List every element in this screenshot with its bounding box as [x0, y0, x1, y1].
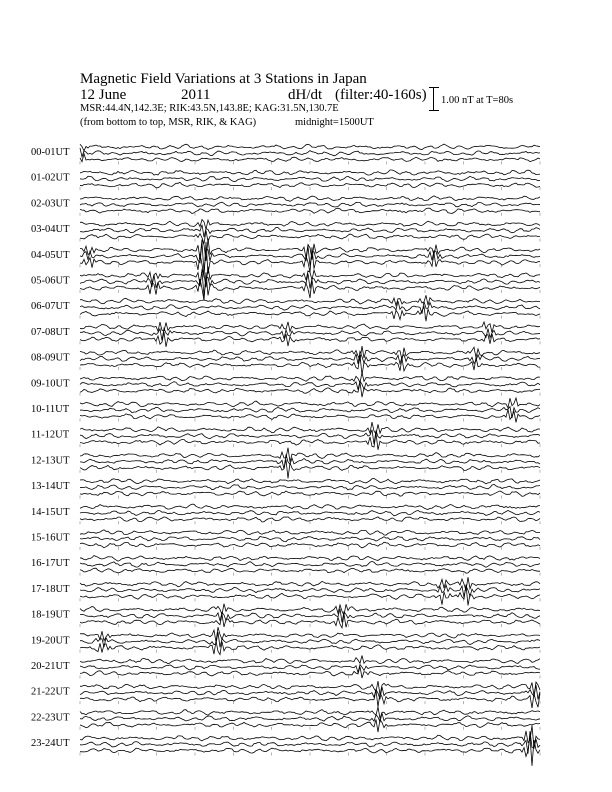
trace-kag — [80, 422, 540, 434]
trace-rik — [80, 665, 540, 673]
hour-row — [31, 422, 540, 450]
trace-msr — [80, 307, 540, 322]
hour-row — [31, 220, 540, 244]
trace-kag — [80, 577, 540, 590]
hour-row — [31, 322, 540, 347]
trace-kag — [80, 530, 540, 535]
hour-label: 17-18UT — [31, 583, 70, 595]
hour-label: 10-11UT — [31, 404, 70, 415]
hour-row — [31, 478, 540, 498]
trace-msr — [80, 182, 540, 187]
hour-row — [31, 295, 540, 321]
trace-rik — [80, 536, 540, 542]
hour-row — [31, 604, 540, 628]
trace-kag — [80, 170, 540, 175]
trace-rik — [80, 731, 540, 753]
hour-label: 02-03UT — [31, 198, 70, 210]
hour-row — [31, 681, 540, 708]
hour-label: 22-23UT — [31, 712, 70, 724]
hour-label: 13-14UT — [31, 481, 70, 493]
trace-msr — [80, 491, 540, 496]
hour-label: 20-21UT — [31, 661, 70, 672]
hour-label: 08-09UT — [31, 352, 70, 364]
hour-label: 07-08UT — [31, 326, 70, 338]
trace-kag — [80, 504, 540, 509]
station-order-note: (from bottom to top, MSR, RIK, & KAG) — [80, 117, 257, 128]
hour-label: 09-10UT — [31, 378, 70, 390]
trace-kag — [80, 144, 540, 151]
trace-kag — [80, 220, 540, 230]
hour-label: 01-02UT — [31, 172, 70, 184]
hour-row — [31, 577, 540, 605]
hour-label: 03-04UT — [31, 224, 70, 236]
quantity-label: dH/dt — [288, 87, 323, 103]
trace-rik — [80, 561, 540, 567]
trace-msr — [80, 719, 540, 732]
hour-row — [31, 170, 540, 190]
hour-row — [31, 373, 540, 398]
trace-kag — [80, 681, 540, 696]
trace-kag — [80, 556, 540, 562]
date-day-month: 12 June — [80, 87, 127, 103]
hour-row — [31, 627, 540, 654]
hour-label: 19-20UT — [31, 635, 70, 647]
hour-row — [31, 530, 540, 550]
hour-label: 23-24UT — [31, 738, 70, 750]
hour-row — [31, 707, 540, 732]
chart-title: Magnetic Field Variations at 3 Stations in Japan — [80, 71, 367, 87]
trace-kag — [80, 656, 540, 664]
hour-row — [31, 725, 540, 765]
hour-row — [31, 656, 540, 679]
trace-kag — [80, 373, 540, 383]
hour-row — [31, 267, 540, 301]
hour-label: 00-01UT — [31, 147, 70, 158]
trace-kag — [80, 707, 540, 719]
hour-row — [31, 144, 540, 164]
trace-rik — [80, 148, 540, 157]
hour-label: 04-05UT — [31, 249, 70, 261]
station-coordinates: MSR:44.4N,142.3E; RIK:43.5N,143.8E; KAG:31.5N,130.7E — [80, 103, 339, 114]
hour-row — [31, 239, 540, 278]
trace-kag — [80, 196, 540, 202]
trace-kag — [80, 322, 540, 333]
midnight-note: midnight=1500UT — [295, 117, 374, 128]
hour-row — [31, 398, 540, 422]
trace-kag — [80, 398, 540, 408]
trace-rik — [80, 381, 540, 389]
trace-msr — [80, 231, 540, 244]
hour-label: 14-15UT — [31, 506, 70, 518]
trace-rik — [80, 510, 540, 515]
hour-label: 11-12UT — [31, 429, 70, 441]
trace-msr — [80, 585, 540, 606]
hour-row — [31, 346, 540, 375]
trace-rik — [80, 176, 540, 181]
hour-row — [31, 448, 540, 479]
hour-label: 21-22UT — [31, 686, 70, 698]
trace-rik — [80, 484, 540, 490]
hour-row — [31, 556, 540, 576]
hour-label: 16-17UT — [31, 558, 70, 570]
trace-msr — [80, 736, 540, 766]
hour-row — [31, 196, 540, 216]
date-year: 2011 — [181, 87, 211, 103]
hour-row — [31, 504, 540, 524]
trace-kag — [80, 604, 540, 616]
hour-label: 15-16UT — [31, 532, 70, 544]
hour-label: 12-13UT — [31, 455, 70, 467]
trace-rik — [80, 202, 540, 207]
trace-msr — [80, 568, 540, 573]
hour-label: 18-19UT — [31, 609, 70, 621]
trace-kag — [80, 239, 540, 261]
trace-msr — [80, 208, 540, 214]
scale-label: 1.00 nT at T=80s — [441, 95, 514, 106]
hour-label: 06-07UT — [31, 301, 70, 313]
filter-label: (filter:40-160s) — [335, 87, 427, 103]
trace-kag — [80, 478, 540, 483]
trace-msr — [80, 433, 540, 450]
hour-label: 05-06UT — [31, 275, 70, 287]
trace-rik — [80, 713, 540, 722]
